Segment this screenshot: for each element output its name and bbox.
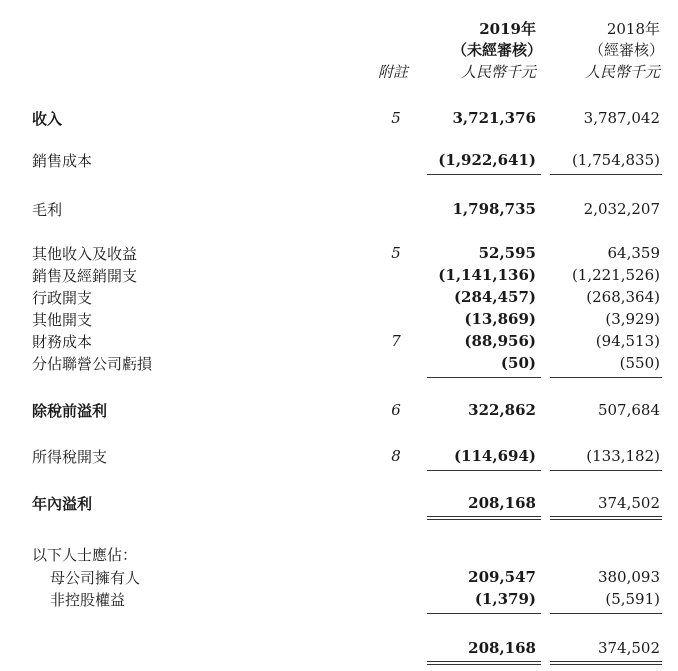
subtotal-rule-2019 [427,174,541,175]
row-2019-finance-costs: (88,956) [464,332,536,350]
subtotal-rule-2018 [550,174,662,175]
row-2019-share-of-associates: (50) [500,354,536,372]
row-label-revenue: 收入 [32,110,63,128]
row-2018-finance-costs: (94,513) [595,332,660,350]
total-double-rule-2018 [550,519,662,520]
row-2018-profit-for-year: 374,502 [597,494,660,512]
subtotal-rule-2019 [427,613,541,614]
subtotal-rule-2018 [550,377,662,378]
total-double-rule-2019 [427,664,541,665]
row-label-other-income: 其他收入及收益 [32,245,138,263]
total-double-rule-2018 [550,661,662,662]
row-2018-income-tax: (133,182) [586,447,660,465]
col-2018-unit: 人民幣千元 [584,63,660,81]
row-2018-final-total: 374,502 [597,639,660,657]
row-label-admin-expenses: 行政開支 [32,289,93,307]
col-2019-audit: （未經審核） [451,41,542,59]
row-note-income-tax: 8 [391,447,401,465]
row-2019-admin-expenses: (284,457) [453,288,536,306]
row-2019-profit-for-year: 208,168 [468,494,536,512]
row-label-selling-expenses: 銷售及經銷開支 [32,267,138,285]
row-label-other-expenses: 其他開支 [32,311,93,329]
row-note-other-income: 5 [391,244,401,262]
row-2018-owners-of-parent: 380,093 [597,568,660,586]
row-2019-gross-profit: 1,798,735 [452,200,536,218]
row-note-finance-costs: 7 [391,332,401,350]
row-2018-selling-expenses: (1,221,526) [571,266,660,284]
row-2019-cost-of-sales: (1,922,641) [438,151,536,169]
row-2019-selling-expenses: (1,141,136) [438,266,536,284]
row-label-profit-for-year: 年內溢利 [32,495,93,513]
row-2019-other-expenses: (13,869) [464,310,536,328]
row-note-revenue: 5 [391,109,401,127]
row-label-profit-before-tax: 除稅前溢利 [32,402,108,420]
subtotal-rule-2018 [550,470,662,471]
row-label-income-tax: 所得稅開支 [32,448,108,466]
col-2018-year: 2018年 [606,20,660,38]
row-2019-revenue: 3,721,376 [452,109,536,127]
row-2018-other-expenses: (3,929) [605,310,660,328]
row-2018-profit-before-tax: 507,684 [597,401,660,419]
row-2018-share-of-associates: (550) [619,354,660,372]
row-2019-final-total: 208,168 [468,639,536,657]
total-double-rule-2018 [550,664,662,665]
row-2019-other-income: 52,595 [478,244,536,262]
col-2019-unit: 人民幣千元 [460,63,536,81]
subtotal-rule-2019 [427,470,541,471]
note-column-header: 附註 [378,63,409,81]
row-label-cost-of-sales: 銷售成本 [32,152,93,170]
row-label-non-controlling: 非控股權益 [50,591,126,609]
row-2018-gross-profit: 2,032,207 [583,200,660,218]
row-2018-other-income: 64,359 [607,244,660,262]
subtotal-rule-2019 [427,377,541,378]
row-label-attributable-to: 以下人士應佔： [32,546,138,564]
row-2019-non-controlling: (1,379) [474,590,536,608]
subtotal-rule-2018 [550,613,662,614]
total-double-rule-2019 [427,519,541,520]
row-2019-owners-of-parent: 209,547 [468,568,536,586]
total-double-rule-2019 [427,661,541,662]
row-label-finance-costs: 財務成本 [32,333,93,351]
col-2018-audit: （經審核） [588,41,664,59]
row-label-gross-profit: 毛利 [32,201,63,219]
row-2018-cost-of-sales: (1,754,835) [571,151,660,169]
row-label-owners-of-parent: 母公司擁有人 [50,569,141,587]
col-2019-year: 2019年 [479,20,536,38]
row-2018-admin-expenses: (268,364) [586,288,660,306]
total-double-rule-2018 [550,516,662,517]
row-2019-income-tax: (114,694) [453,447,536,465]
row-note-profit-before-tax: 6 [391,401,401,419]
row-2018-non-controlling: (5,591) [605,590,660,608]
total-double-rule-2019 [427,516,541,517]
row-2018-revenue: 3,787,042 [583,109,660,127]
row-2019-profit-before-tax: 322,862 [468,401,536,419]
row-label-share-of-associates: 分佔聯營公司虧損 [32,355,153,373]
